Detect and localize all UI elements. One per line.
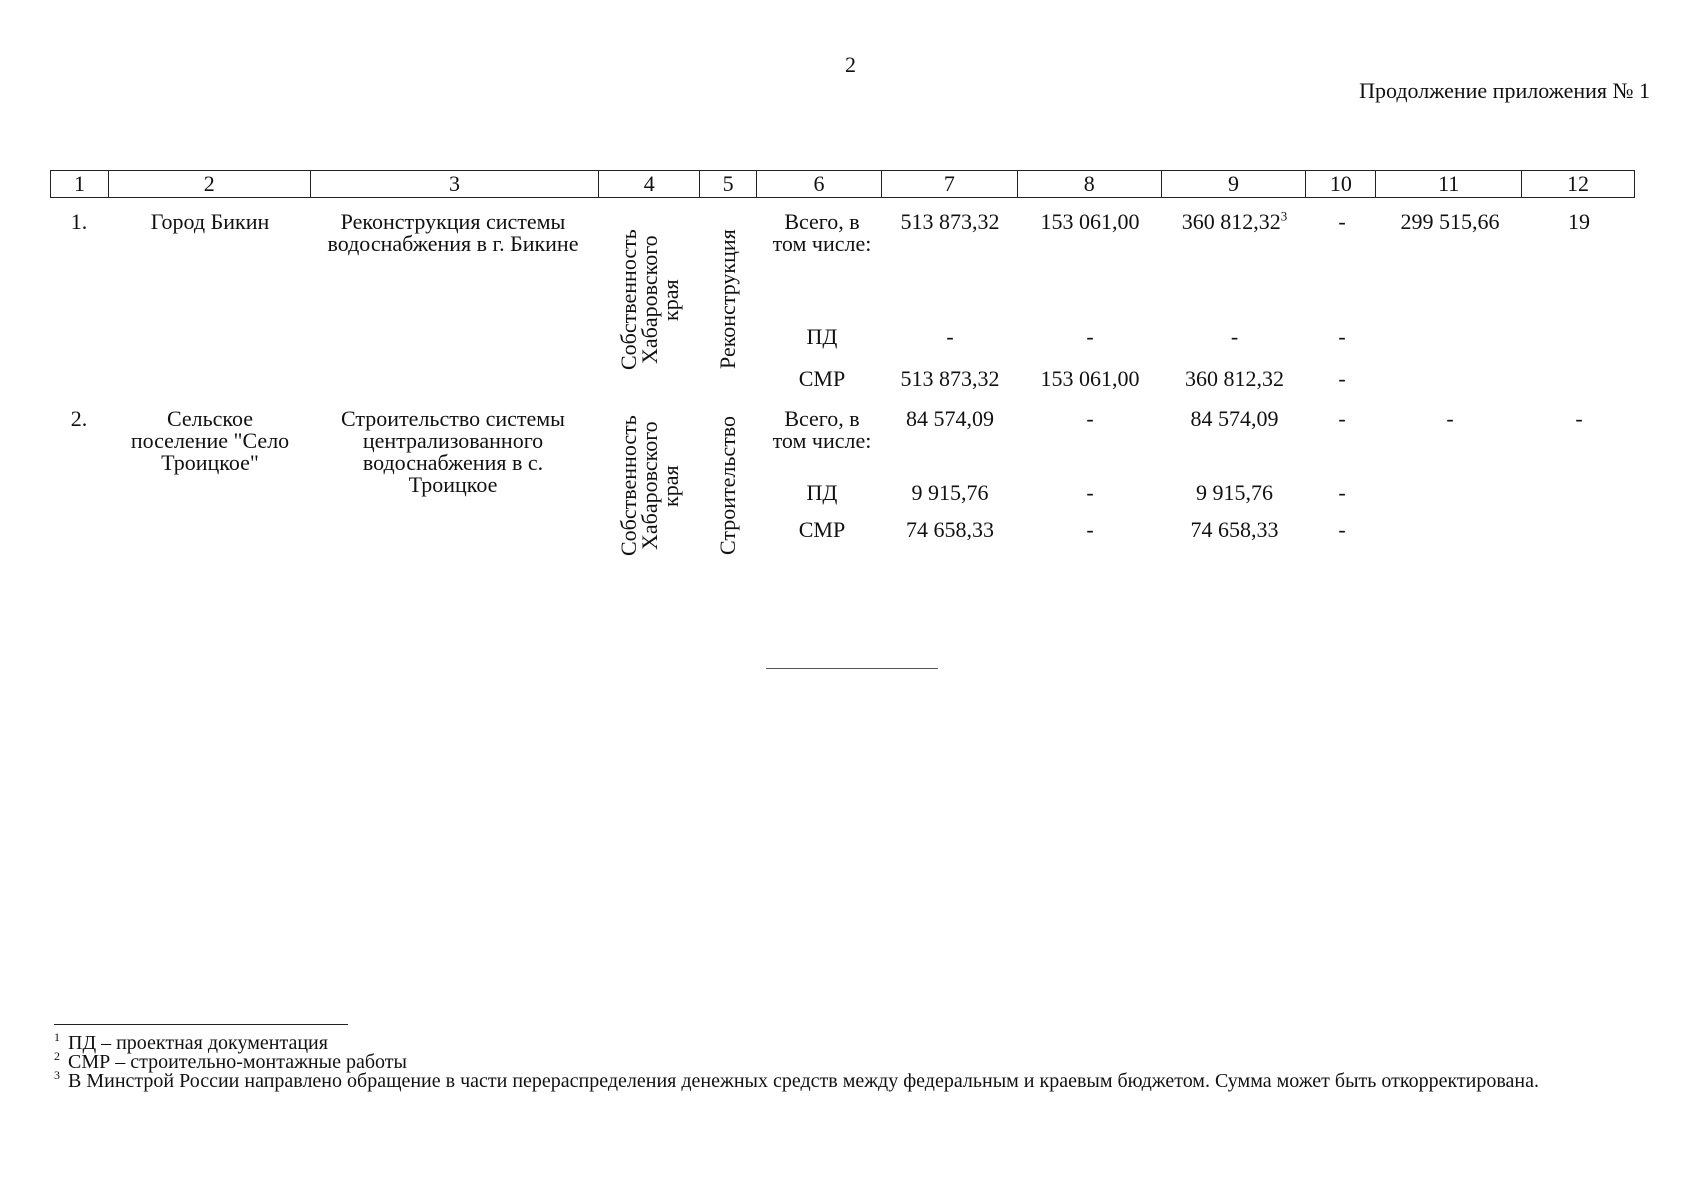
smr-label: СМР bbox=[798, 366, 846, 391]
table-header-row bbox=[50, 170, 1635, 198]
smr-label: СМР bbox=[798, 517, 846, 542]
header-col-1: 1 bbox=[51, 171, 109, 197]
footnote bbox=[54, 1068, 1654, 1092]
ownership: Собственность Хабаровского края bbox=[616, 415, 683, 557]
page-number: 2 bbox=[845, 52, 856, 77]
pd-col10: - bbox=[1338, 324, 1346, 349]
work-type: Строительство bbox=[715, 415, 740, 555]
footnote-ref: 3 bbox=[1280, 208, 1288, 224]
smr-col8: - bbox=[1086, 517, 1094, 542]
footnote-text: В Минстрой России направлено обращение в части перераспределения денежных средств между федеральным и краевым бюджетом. Сумма может быть откорректирована. bbox=[68, 1070, 1539, 1092]
footnote-divider bbox=[54, 1024, 348, 1025]
pd-col9: - bbox=[1230, 324, 1239, 349]
smr-col10: - bbox=[1338, 517, 1346, 542]
pd-col8: - bbox=[1086, 324, 1094, 349]
pd-label: ПД bbox=[806, 324, 838, 349]
header-col-9: 9 bbox=[1162, 171, 1307, 197]
total-col11: 299 515,66 bbox=[1400, 209, 1500, 234]
total-col10: - bbox=[1338, 406, 1346, 431]
header-col-8: 8 bbox=[1018, 171, 1162, 197]
total-col8: 153 061,00 bbox=[1040, 209, 1140, 234]
smr-col7: 513 873,32 bbox=[900, 366, 1000, 391]
total-col10: - bbox=[1338, 209, 1346, 234]
pd-col7: - bbox=[946, 324, 954, 349]
total-col12: 19 bbox=[1568, 209, 1590, 234]
work-type: Реконструкция bbox=[715, 229, 740, 369]
footnote-mark: 1 bbox=[54, 1030, 60, 1044]
footnote-mark: 2 bbox=[54, 1049, 60, 1063]
object-name: Реконструкция системы водоснабжения в г. Бикине bbox=[327, 209, 579, 256]
footnote-text: СМР – строительно-монтажные работы bbox=[68, 1051, 407, 1073]
header-col-10: 10 bbox=[1306, 171, 1376, 197]
municipality-name: Город Бикин bbox=[150, 209, 270, 234]
header-col-2: 2 bbox=[109, 171, 311, 197]
smr-col10: - bbox=[1338, 366, 1346, 391]
pd-col7: 9 915,76 bbox=[911, 480, 989, 505]
header-col-12: 12 bbox=[1567, 171, 1590, 196]
footnote-mark: 3 bbox=[54, 1068, 60, 1082]
total-col9 bbox=[1162, 209, 1307, 235]
row-number: 1. bbox=[70, 209, 88, 234]
object-name: Строительство системы централизованного водоснабжения в с. Троицкое bbox=[341, 406, 565, 497]
total-col9-value: 360 812,32 bbox=[1181, 209, 1281, 234]
header-col-5: 5 bbox=[700, 171, 757, 197]
footnotes bbox=[54, 1030, 1654, 1092]
municipality-name: Сельское поселение "Село Троицкое" bbox=[130, 406, 290, 475]
smr-col7: 74 658,33 bbox=[906, 517, 994, 542]
ownership: Собственность Хабаровского края bbox=[616, 229, 683, 371]
pd-col8: - bbox=[1086, 480, 1094, 505]
pd-label: ПД bbox=[806, 480, 838, 505]
smr-col9: 74 658,33 bbox=[1190, 517, 1279, 542]
section-divider bbox=[766, 668, 938, 669]
total-col8: - bbox=[1086, 406, 1094, 431]
header-col-3: 3 bbox=[311, 171, 600, 197]
footnote-text: ПД – проектная документация bbox=[68, 1032, 328, 1054]
total-col7: 513 873,32 bbox=[900, 209, 1000, 234]
pd-col10: - bbox=[1338, 480, 1346, 505]
pd-col9: 9 915,76 bbox=[1196, 480, 1273, 505]
smr-col8: 153 061,00 bbox=[1040, 366, 1140, 391]
header-col-4: 4 bbox=[599, 171, 700, 197]
appendix-title: Продолжение приложения № 1 bbox=[1359, 78, 1650, 103]
total-col7: 84 574,09 bbox=[906, 406, 994, 431]
total-col11: - bbox=[1446, 406, 1454, 431]
smr-col9: 360 812,32 bbox=[1185, 366, 1284, 391]
row-number: 2. bbox=[70, 406, 88, 431]
total-col12: - bbox=[1575, 406, 1583, 431]
header-col-11: 11 bbox=[1376, 171, 1522, 197]
total-col9: 84 574,09 bbox=[1190, 406, 1279, 431]
total-label: Всего, в том числе: bbox=[772, 406, 872, 453]
header-col-7: 7 bbox=[882, 171, 1018, 197]
header-col-6: 6 bbox=[757, 171, 882, 197]
total-label: Всего, в том числе: bbox=[772, 209, 872, 256]
